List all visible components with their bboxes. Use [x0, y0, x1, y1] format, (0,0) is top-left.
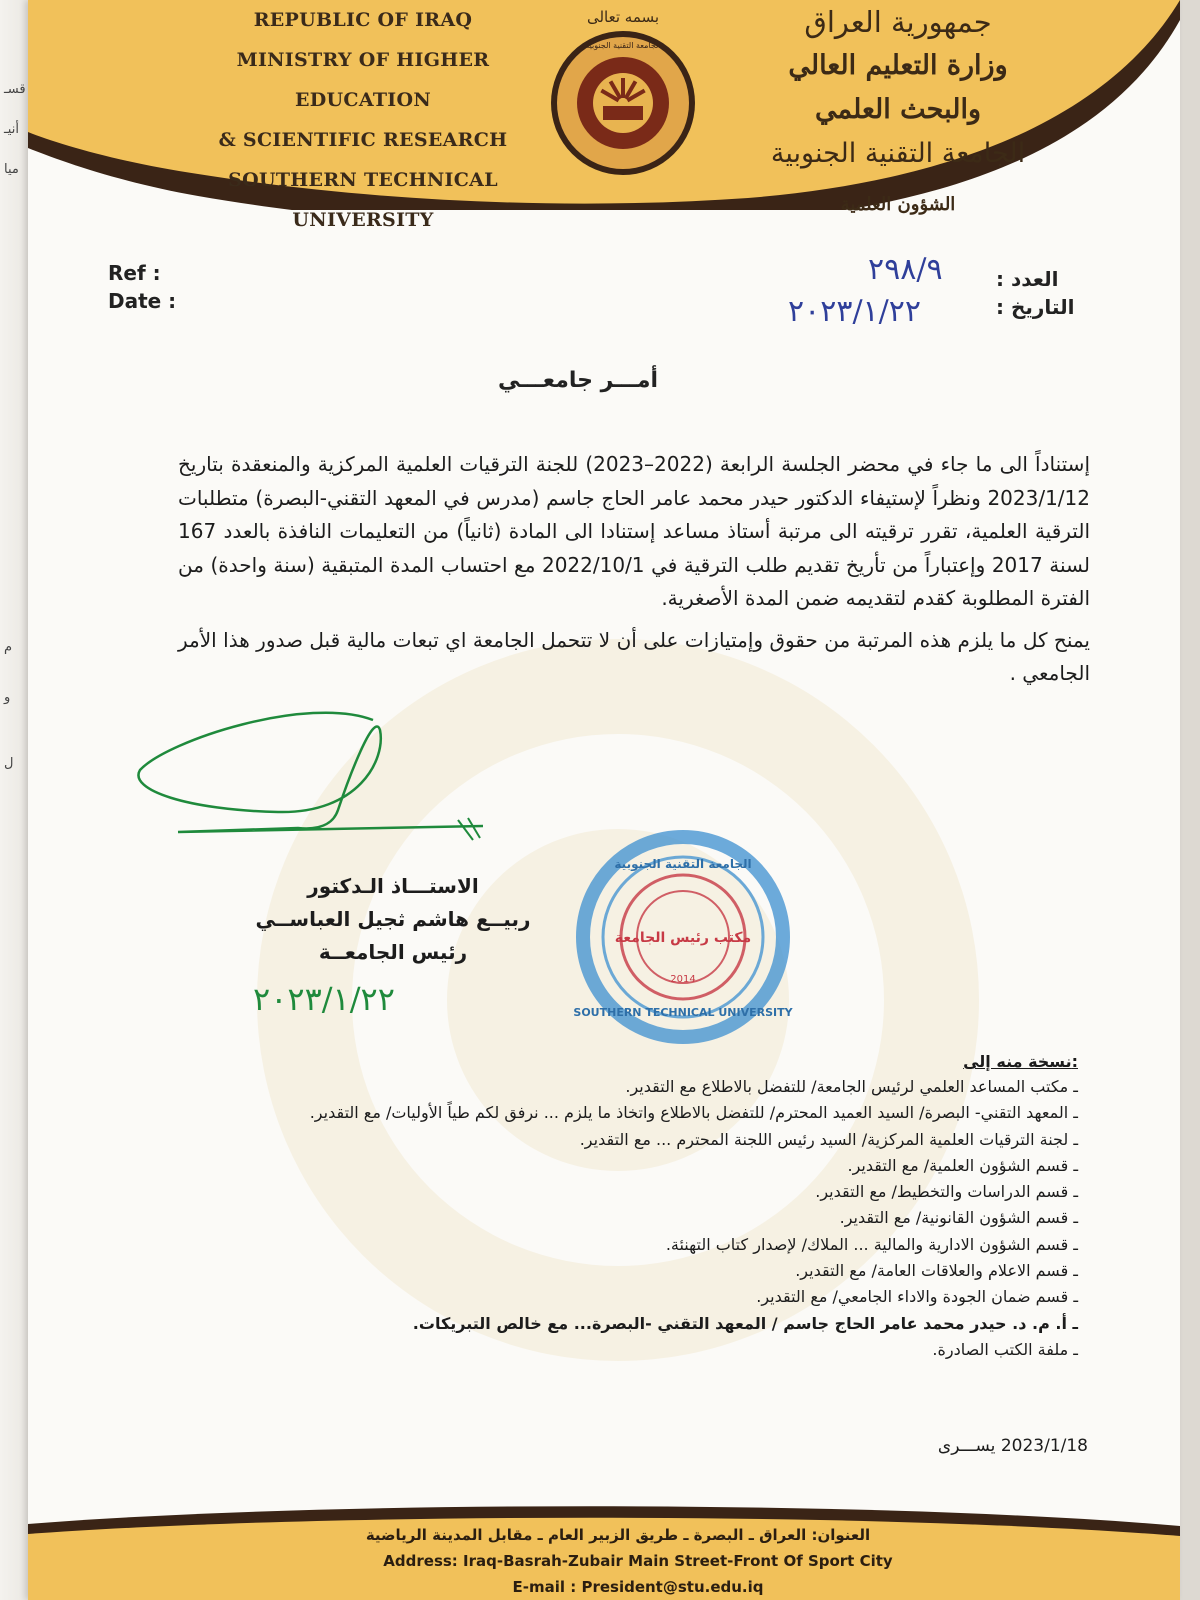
copy-recipient: ـ قسم الدراسات والتخطيط/ مع التقدير.	[815, 1182, 1078, 1202]
university-logo	[548, 28, 698, 178]
signatory-title: الاستـــاذ الـدكتور	[307, 874, 479, 898]
logo-caption: الجامعة التقنية الجنوبية	[585, 41, 661, 50]
english-letterhead	[178, 0, 548, 240]
margin-fragment: م	[4, 640, 13, 655]
footer-english-address: Address: Iraq-Basrah-Zubair Main Street-Front Of Sport City	[383, 1552, 893, 1570]
english-head-line: SOUTHERN TECHNICAL UNIVERSITY	[228, 169, 498, 231]
basmala: بسمه تعالى	[586, 8, 660, 26]
stamp-year: 2014	[670, 974, 696, 985]
copy-recipient: ـ قسم الشؤون العلمية/ مع التقدير.	[847, 1155, 1078, 1175]
date-label: Date :	[108, 289, 177, 313]
margin-fragment: أنيـ	[4, 122, 19, 137]
copy-recipient: ـ قسم الاعلام والعلاقات العامة/ مع التقدير.	[795, 1261, 1078, 1281]
arabic-date-label: التاريخ :	[996, 295, 1075, 319]
footer-arabic-address: العنوان: العراق ـ البصرة ـ طريق الزبير العام ـ مقابل المدينة الرياضية	[365, 1526, 871, 1544]
english-head-line: MINISTRY OF HIGHER EDUCATION	[236, 49, 490, 111]
issue-date-note: 2023/1/18 يســـرى	[937, 1436, 1088, 1456]
copy-recipient: ـ قسم الشؤون القانونية/ مع التقدير.	[839, 1208, 1078, 1228]
handwritten-number: ٢٩٨/٩	[868, 252, 943, 287]
english-head-line: REPUBLIC OF IRAQ	[253, 9, 473, 31]
signature-date: ٢٠٢٣/١/٢٢	[253, 980, 395, 1018]
margin-fragment: قسـ	[4, 82, 26, 97]
stamp-ring-arabic: الجامعة التقنية الجنوبية	[614, 857, 752, 871]
copy-recipient: ـ المعهد التقني- البصرة/ السيد العميد المحترم/ للتفضل بالاطلاع واتخاذ ما يلزم ... نرفق لكم طياً الأوليات/ مع التقدير.	[309, 1103, 1078, 1123]
arabic-number-label: العدد :	[996, 267, 1059, 291]
margin-fragment: ل	[4, 756, 14, 771]
copies-title: نسخة منه إلى:	[963, 1052, 1078, 1071]
english-head-line: & SCIENTIFIC RESEARCH	[218, 129, 508, 151]
signatory-role: رئيس الجامعــة	[318, 940, 468, 964]
copy-recipient: ـ قسم الشؤون الادارية والمالية ... الملاك/ لإصدار كتاب التهنئة.	[665, 1234, 1078, 1254]
office-stamp	[563, 830, 803, 1045]
order-title: أمـــر جامعـــي	[497, 368, 659, 393]
footer-email: E-mail : President@stu.edu.iq	[512, 1578, 764, 1596]
margin-fragment: و	[4, 690, 11, 705]
arabic-ministry: وزارة التعليم العالي والبحث العلمي	[788, 50, 1008, 125]
copy-recipient: ـ ملفة الكتب الصادرة.	[932, 1339, 1078, 1359]
arabic-department: الشؤون العلمية	[840, 194, 956, 215]
order-body	[178, 448, 1090, 691]
margin-fragment: ميا	[4, 162, 19, 177]
signatory-name: ربيــع هاشم ثجيل العباســي	[255, 907, 531, 931]
stamp-center-text: مكتب رئيس الجامعة	[614, 930, 752, 946]
arabic-republic: جمهورية العراق	[804, 5, 992, 39]
copy-recipient: ـ أ. م. د. حيدر محمد عامر الحاج جاسم / المعهد التقني -البصرة... مع خالص التبريكات.	[412, 1313, 1078, 1333]
arabic-letterhead	[748, 0, 1048, 222]
body-paragraph: يمنح كل ما يلزم هذه المرتبة من حقوق وإمتيازات على أن لا تتحمل الجامعة اي تبعات مالية قبل صدور هذا الأمر الجامعي .	[178, 627, 1090, 685]
document-page	[28, 0, 1180, 1600]
ref-label: Ref :	[108, 261, 161, 285]
copy-recipient: ـ مكتب المساعد العلمي لرئيس الجامعة/ للتفضل بالاطلاع مع التقدير.	[625, 1077, 1078, 1096]
signatory-block	[238, 870, 548, 969]
signature-scribble	[128, 700, 508, 860]
arabic-university: الجامعة التقنية الجنوبية	[770, 138, 1026, 169]
copy-recipient: ـ قسم ضمان الجودة والاداء الجامعي/ مع التقدير.	[756, 1287, 1078, 1307]
copies-list	[178, 1074, 1078, 1363]
body-paragraph: إستناداً الى ما جاء في محضر الجلسة الرابعة (2022–2023) للجنة الترقيات العلمية المركزية والمنعقدة بتاريخ 2023/1/12 ونظراً لإستيفاء الدكتور حيدر محمد عامر الحاج جاسم (مدرس في المعهد التقني-البصرة) متطلبات الترقية العلمية، تقرر ترقيته الى مرتبة أستاذ مساعد إستنادا الى المادة (ثانياً) من التعليمات النافذة بالعدد 167 لسنة 2017 وإعتباراً من تأريخ تقديم طلب الترقية في 2022/10/1 مع احتساب المدة المتبقية (سنة واحدة) من الفترة المطلوبة كقدم لتقديمه ضمن المدة الأصغرية.	[178, 452, 1090, 610]
copy-recipient: ـ لجنة الترقيات العلمية المركزية/ السيد رئيس اللجنة المحترم ... مع التقدير.	[579, 1129, 1078, 1149]
handwritten-date: ٢٠٢٣/١/٢٢	[788, 294, 922, 329]
stamp-ring-english: SOUTHERN TECHNICAL UNIVERSITY	[573, 1006, 793, 1019]
